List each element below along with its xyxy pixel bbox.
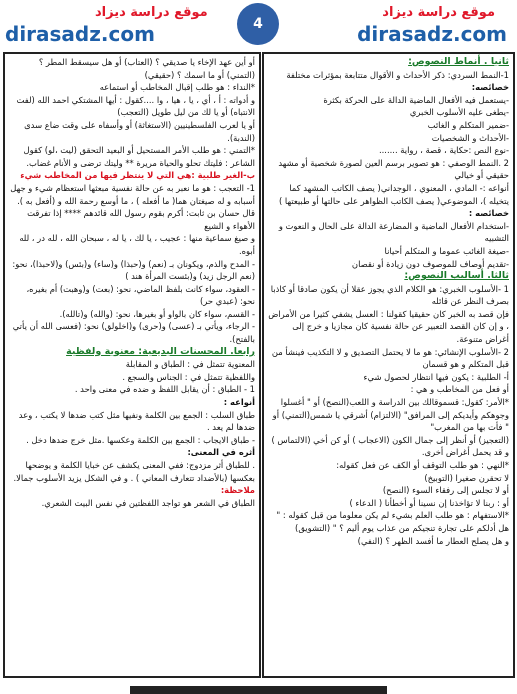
left-column-line: و صيغ سماعية منها : عجيب ، يا لك ، يا له ، سبحان الله ، لله در ، لله أبوه. [19, 233, 255, 256]
page-number-badge: 4 [237, 3, 279, 45]
right-column-line: 1 -الأسلوب الخبري: هو الكلام الذي يجوز عقلا أن يكون صادقا أو كاذبا بصرف النظر عن قائله [270, 283, 509, 307]
left-column-line: أو أين عهد الإخاء يا صديقي ؟ (العتاب) أو هل سيسقط المطر ؟ (التمني) أو ما اسمك ؟ (حقيقي) [38, 57, 255, 80]
right-column-line: أنواعه :- المادي ، المعنوي ، الوجداني( يصف الكاتب المشهد كما يتخيله )، الموضوعي( يصف الكاتب الظواهر على حالتها أو طبيعتها ) [279, 182, 509, 206]
right-column-line: أ- الطلبية : يكون فيها انتظار لحصول شيء [363, 371, 509, 382]
left-column-line: الطباق في الشعر هو تواجد اللفظتين في نفس البيت الشعري. [41, 497, 255, 508]
right-column-line: (التعجيز) أو أنظر إلى جمال الكون (الاعجاب ) أو كن أخي (الالتماس ) و قد يحمل أغراض أخرى. [271, 434, 509, 458]
right-column-line: -تقديم أوصاف للموصوف دون زيادة أو نقصان [351, 258, 509, 269]
left-column-line: - طباق الايجاب : الجمع بين الكلمة وعكسها .مثل خرج ضدها دخل . [26, 434, 255, 445]
left-column-line: و أدواته : أ ، أي ، يا ، هيا ، وا ....كقول : أيها المشتكي احمد الله (لفت الانتباه) أو يا لك من ليل طويل (التعجب) [16, 94, 255, 118]
right-column-line: -يطغى عليه الأسلوب الخبري [409, 107, 509, 118]
left-column-line: رابعا. المحسنات البديعية: معنوية ولفظية [66, 345, 255, 357]
left-column-line: ب-الغير طلبية :هي التي لا ينتظر فيها من المخاطب شيء [20, 170, 255, 181]
right-column-line: *النهي : هو طلب التوقف أو الكف عن فعل كقوله: [336, 460, 509, 470]
left-column-line: - الرجاء، ويأتي بـ (عسى) و(حرى) و(اخلولق) نحو: (فعسى الله أن يأتي بالفتح). [12, 321, 255, 345]
left-column-line: المعنوية تتمثل في : الطباق و المقابلة [125, 359, 255, 370]
page-header [0, 0, 517, 52]
left-column-line: - القسم، سواء كان بالواو أو بغيرها، نحو: (والله) و(تالله). [59, 308, 255, 319]
right-column-line: 2 -الأسلوب الإنشائي: هو ما لا يحتمل التصديق و لا التكذيب فينشأ من قبل المتكلم و هو قسمان [271, 346, 509, 370]
right-column-line: -استخدام الأفعال الماضية و المضارعة الدالة على الحال و النعوت و التشبيه [278, 220, 509, 244]
left-column-line: - المدح والذم، ويكونان بـ (نعم) و(حبذا) و(ساء) و(بئس) و(لاحبذا)، نحو: (نعم الرجل زيد) و(بئست المرأة هند ) [12, 258, 255, 282]
right-column-line: أو فعل من المخاطب و هي : [410, 384, 509, 395]
right-column-line: ثالثا. أساليب النصوص: [404, 270, 509, 282]
left-column-line: أنواعه : [223, 397, 255, 408]
left-column-line: واللفظية تتمثل في : الجناس والسجع . [122, 371, 255, 382]
right-column-line: -الأحداث و الشخصيات [431, 132, 509, 143]
brand-arabic-right: موقع دراسة ديزاد [382, 5, 495, 20]
left-column [3, 52, 261, 678]
left-column-line: *التمني : هو طلب الأمر المستحيل أو البعيد التحقق (ليت ،لو) كقول الشاعر : فليتك تحلو والحياة مريرة ** وليتك ترضى و الأنام غضاب. [23, 145, 255, 168]
right-column-line: *الاستفهام : هو طلب العلم بشيء لم يكن معلوما من قبل كقوله : " هل أدلكم على تجارة تنجيكم من عذاب يوم أليم ؟ " (التشويق) [276, 510, 509, 533]
left-column-line: قال حسان بن ثابت: أكرم بقوم رسول الله قائدهم **** إذا تفرقت الأهواء و الشيع [27, 208, 255, 231]
left-column-line: - العقود، سواء كانت بلفظ الماضي، نحو: (بعت) و(وهبت) أم بغيره، نحو: (عبدي حر) [26, 283, 255, 307]
left-column-line: أثره في المعنى: [187, 447, 255, 458]
brand-arabic-left: موقع دراسة ديزاد [95, 5, 208, 20]
brand-english-left[interactable]: dirasadz.com [5, 22, 155, 46]
right-column-line: ثانيا . أنماط النصوص: [408, 56, 509, 67]
right-column-line: -نوع النص :حكاية ، قصة ، رواية ....... [378, 145, 509, 156]
left-column-line: *النداء : هو طلب إقبال المخاطب أو استماعه [99, 82, 255, 93]
left-column-line: . للطباق أثر مزدوج: ففي المعنى يكشف عن خبايا الكلمة و يوضحها بعكسها (بالأضداد تتعارف المعاني ) . و في الشكل يزيد الأسلوب جمالا. [13, 460, 255, 483]
brand-english-right[interactable]: dirasadz.com [357, 22, 507, 46]
right-column-line: لا تحقرن صغيرا (التوبيخ) [424, 472, 509, 483]
right-column-line: -يستعمل فيه الأفعال الماضية الدالة على الحركة بكثرة [323, 94, 509, 105]
right-column-line: أو : ربنا لا تؤاخذنا إن نسينا أو أخطأنا ( الدعاء ) [349, 497, 509, 508]
right-column-line: فإن قصد به الخبر كان حقيقيا كقولنا : العسل يشفي كثيرا من الأمراض ، و إن كان القصد التعبير عن حالة نفسية كان مجازيا و خرج إلى أغراض متنوعة. [268, 308, 509, 345]
right-column-line: أو لا تجلس إلى رفقاء السوء (النصح) [382, 485, 509, 496]
right-column [262, 52, 515, 678]
right-column-line: *الأمر: كقول: قسموقالك بين الدراسة و اللعب(النصح) أو " أغسلوا وجوهكم وأيديكم إلى المرافق" (الالتزام) أشرقي يا شمس(التمني) أو " فأت بها من المغرب" [272, 397, 509, 433]
left-column-line: أو يا لعرب الفلسطينيين (الاستغاثة) أو وأسفاه على وقت ضاع سدى (الندبة). [24, 119, 255, 143]
right-column-line: خصائصه: [471, 82, 509, 93]
left-column-line: 1- التعجب : هو ما نعبر به عن حالة نفسية مبعثها استعظام شيء و جهل أسبابه و له صيغتان هما( ما أفعله ) ، ما أوسع رحمة الله و (أفعل به ). [10, 182, 255, 206]
left-column-line: 1 - الطباق : أن يقابل اللفظ و ضده في معنى واحد . [74, 384, 255, 395]
right-column-line: -ضمير المتكلم و الغائب [427, 119, 509, 130]
bottom-bar [130, 686, 387, 694]
right-column-line: 1-النمط السردي: ذكر الأحداث و الأقوال متتابعة بمؤثرات مختلفة [286, 69, 509, 80]
right-column-line: خصائصه : [468, 208, 509, 219]
right-column-line: و هل يصلح العطار ما أفسد الظهر ؟ (النفي) [357, 535, 509, 546]
right-column-line: 2 .النمط الوصفي : هو تصوير برسم العين لصورة شخصية أو مشهد حقيقي أو خيالي [278, 157, 509, 181]
right-column-line: -صيغة الغائب عموما و المتكلم أحيانا [384, 245, 509, 256]
left-column-line: ملاحظة: [220, 485, 255, 496]
left-column-line: طباق السلب : الجمع بين الكلمة ونفيها مثل كتب ضدها لا يكتب ، وعد ضدها لم يعد . [18, 409, 255, 433]
